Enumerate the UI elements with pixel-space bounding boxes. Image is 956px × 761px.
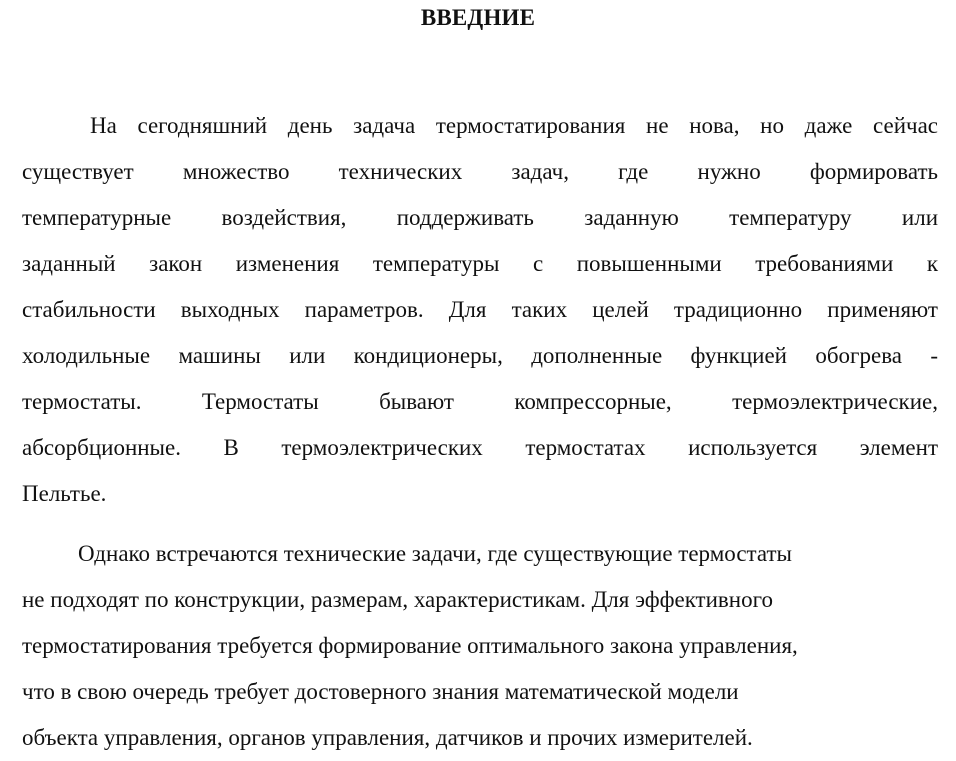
paragraph-line: холодильные машины или кондиционеры, дополненные функцией обогрева - bbox=[22, 343, 938, 368]
paragraph-line: стабильности выходных параметров. Для таких целей традиционно применяют bbox=[22, 297, 938, 322]
paragraph-line: Пельтье. bbox=[22, 481, 107, 506]
paragraph-line: заданный закон изменения температуры с повышенными требованиями к bbox=[22, 251, 938, 276]
paragraph-line: Однако встречаются технические задачи, где существующие термостаты bbox=[78, 541, 792, 566]
paragraph-line: существует множество технических задач, где нужно формировать bbox=[22, 159, 938, 184]
section-heading: ВВЕДНИЕ bbox=[420, 5, 536, 30]
paragraph-line: термостаты. Термостаты бывают компрессорные, термоэлектрические, bbox=[22, 389, 938, 414]
paragraph-line: что в свою очередь требует достоверного знания математической модели bbox=[22, 679, 739, 704]
paragraph-line: температурные воздействия, поддерживать заданную температуру или bbox=[22, 205, 938, 230]
paragraph-line: объекта управления, органов управления, датчиков и прочих измерителей. bbox=[22, 725, 753, 750]
paragraph-line: термостатирования требуется формирование оптимального закона управления, bbox=[22, 633, 798, 658]
paragraph-line: абсорбционные. В термоэлектрических термостатах используется элемент bbox=[22, 435, 938, 460]
paragraph-line: не подходят по конструкции, размерам, характеристикам. Для эффективного bbox=[22, 587, 773, 612]
paragraph-line: На сегодняшний день задача термостатирования не нова, но даже сейчас bbox=[90, 113, 938, 138]
